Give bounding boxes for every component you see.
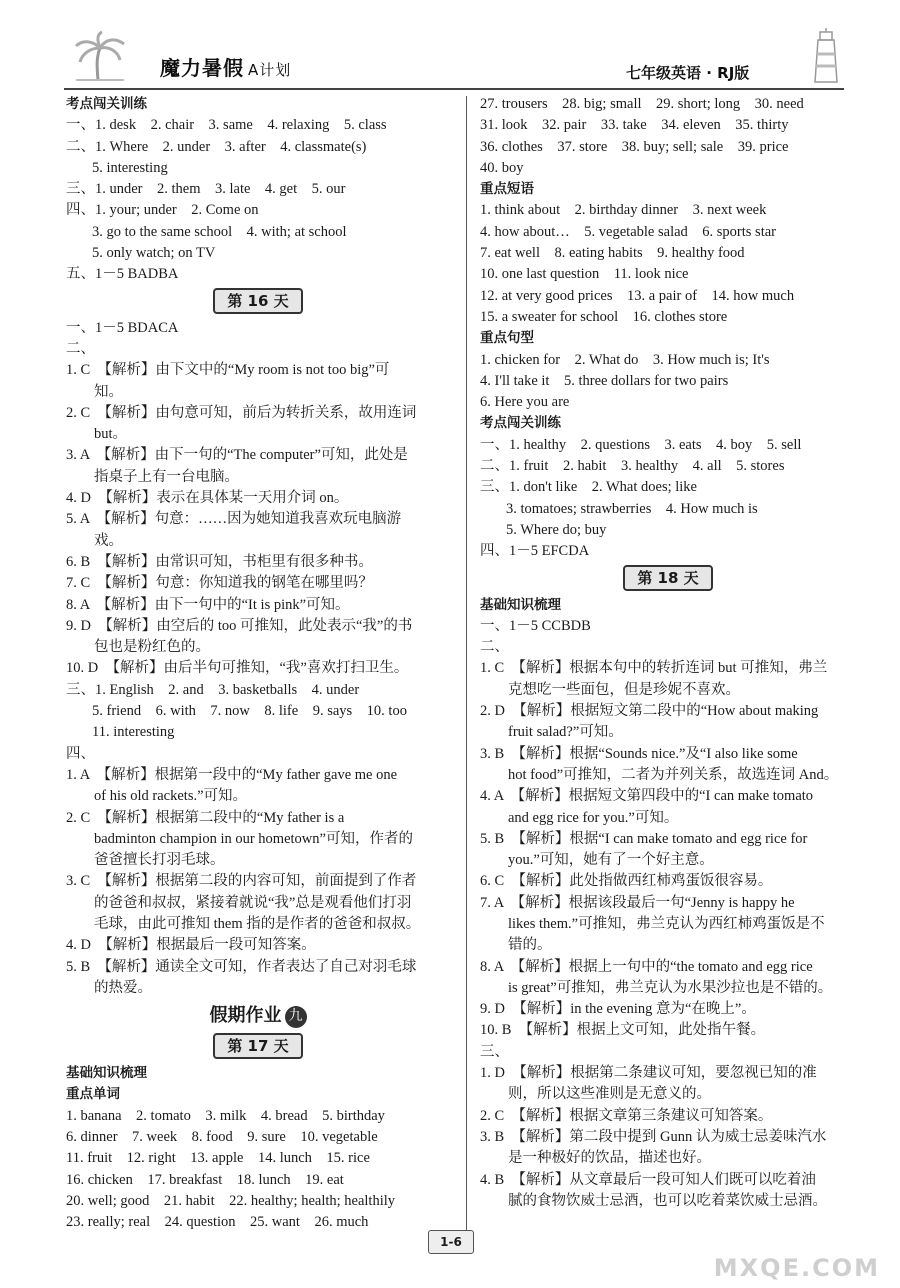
answer-line: 一、1. healthy 2. questions 3. eats 4. boy 5. sell <box>480 436 802 453</box>
answer-line: 1. banana 2. tomato 3. milk 4. bread 5. birthday <box>66 1107 385 1124</box>
palm-tree-icon <box>72 30 128 82</box>
answer-line: 三、1. under 2. them 3. late 4. get 5. our <box>66 181 346 198</box>
answer-line: 的爸爸和叔叔，紧接着就说“我”总是观看他们打羽 <box>94 894 412 911</box>
answer-line: 4. D 【解析】表示在具体某一天用介词 on。 <box>66 490 349 507</box>
answer-line: 3. tomatoes; strawberries 4. How much is <box>506 500 758 517</box>
homework-header <box>66 1005 450 1031</box>
answer-line: 的热爱。 <box>94 979 152 996</box>
answer-line: 7. C 【解析】句意：你知道我的钢笔在哪里吗？ <box>66 575 373 592</box>
answer-line: 7. eat well 8. eating habits 9. healthy food <box>480 245 745 262</box>
answer-line: 五、1－5 BADBA <box>66 266 179 283</box>
answer-line: 4. D 【解析】根据最后一段可知答案。 <box>66 937 316 954</box>
answer-line: 二、 <box>480 639 509 656</box>
day-title: 第 18 天 <box>623 565 712 591</box>
answer-line: 40. boy <box>480 159 524 176</box>
answer-line: 3. go to the same school 4. with; at school <box>92 223 347 240</box>
answer-line: 3. A 【解析】由下一句的“The computer”可知，此处是 <box>66 447 408 464</box>
answer-line: 7. A 【解析】根据该段最后一句“Jenny is happy he <box>480 894 795 911</box>
left-column <box>66 94 450 1234</box>
watermark: MXQE.COM <box>713 1254 880 1282</box>
answer-line: 9. D 【解析】由空后的 too 可推知，此处表示“我”的书 <box>66 617 413 634</box>
answer-line: 15. a sweater for school 16. clothes store <box>480 308 728 325</box>
answer-line: 11. interesting <box>92 724 175 741</box>
answer-line: 5. interesting <box>92 159 168 176</box>
answer-line: 爸爸擅长打羽毛球。 <box>94 852 225 869</box>
answer-line: 10. D 【解析】由后半句可推知，“我”喜欢打扫卫生。 <box>66 660 409 677</box>
answer-line: 6. Here you are <box>480 394 570 411</box>
grade-label: 七年级英语 · RJ版 <box>626 64 750 82</box>
answer-line: and egg rice for you.”可知。 <box>508 809 679 826</box>
answer-line: 27. trousers 28. big; small 29. short; long 30. need <box>480 96 804 112</box>
answer-line: 23. really; real 24. question 25. want 26. much <box>66 1214 369 1231</box>
page-header <box>0 0 900 92</box>
header-rule <box>64 88 844 90</box>
answer-line: 2. D 【解析】根据短文第二段中的“How about making <box>480 703 819 720</box>
answer-line: but。 <box>94 426 128 443</box>
answer-line: 36. clothes 37. store 38. buy; sell; sale 39. price <box>480 138 789 155</box>
answer-line: 1. C 【解析】由下文中的“My room is not too big”可 <box>66 362 390 379</box>
answer-line: 5. friend 6. with 7. now 8. life 9. says 10. too <box>92 703 407 720</box>
answer-line: 克想吃一些面包，但是珍妮不喜欢。 <box>508 681 740 698</box>
answer-line: 10. B 【解析】根据上文可知，此处指午餐。 <box>480 1022 766 1039</box>
answer-line: 6. C 【解析】此处指做西红柿鸡蛋饭很容易。 <box>480 873 773 890</box>
day-header <box>66 1033 450 1061</box>
homework-title: 假期作业 <box>209 1005 282 1027</box>
section-heading: 考点闯关训练 <box>480 415 561 432</box>
answer-line: 腻的食物饮威士忌酒，也可以吃着菜饮威士忌酒。 <box>508 1192 827 1209</box>
right-column <box>480 94 856 1212</box>
answer-line: 5. Where do; buy <box>506 521 607 538</box>
answer-line: 是一种极好的饮品，描述也好。 <box>508 1150 711 1167</box>
answer-line: 错的。 <box>508 937 552 954</box>
answer-line: 1. think about 2. birthday dinner 3. next week <box>480 202 767 219</box>
answer-line: 四、1－5 EFCDA <box>480 543 590 560</box>
answer-line: fruit salad?”可知。 <box>508 724 623 741</box>
answer-line: 12. at very good prices 13. a pair of 14. how much <box>480 287 795 304</box>
answer-line: 9. D 【解析】in the evening 意为“在晚上”。 <box>480 1001 756 1018</box>
answer-line: 5. B 【解析】根据“I can make tomato and egg rice for <box>480 830 808 847</box>
homework-number-badge: 九 <box>285 1006 307 1028</box>
answer-line: 6. dinner 7. week 8. food 9. sure 10. vegetable <box>66 1129 378 1146</box>
answer-line: 2. C 【解析】根据文章第三条建议可知答案。 <box>480 1107 773 1124</box>
answer-line: 1. chicken for 2. What do 3. How much is; It's <box>480 351 770 368</box>
answer-line: hot food”可推知，二者为并列关系，故选连词 And。 <box>508 766 839 783</box>
answer-line: 3. C 【解析】根据第二段的内容可知，前面提到了作者 <box>66 873 417 890</box>
answer-line: 4. how about… 5. vegetable salad 6. sports star <box>480 223 776 240</box>
answer-line: 二、1. fruit 2. habit 3. healthy 4. all 5. stores <box>480 458 785 475</box>
answer-line: 2. C 【解析】由句意可知，前后为转折关系，故用连词 <box>66 404 417 421</box>
answer-line: 二、 <box>66 340 95 357</box>
answer-line: 31. look 32. pair 33. take 34. eleven 35. thirty <box>480 117 789 134</box>
answer-line: 三、1. English 2. and 3. basketballs 4. under <box>66 681 360 698</box>
answer-line: 知。 <box>94 383 123 400</box>
day-title: 第 17 天 <box>213 1033 302 1059</box>
answer-line: 1. A 【解析】根据第一段中的“My father gave me one <box>66 766 398 783</box>
answer-line: 4. A 【解析】根据短文第四段中的“I can make tomato <box>480 788 814 805</box>
answer-line: you.”可知，她有了一个好主意。 <box>508 852 714 869</box>
brand-title <box>160 52 291 81</box>
day-header <box>66 288 450 316</box>
answer-line: 5. A 【解析】句意：……因为她知道我喜欢玩电脑游 <box>66 511 402 528</box>
answer-line: 4. I'll take it 5. three dollars for two pairs <box>480 372 729 389</box>
column-divider <box>466 96 467 1241</box>
answer-line: 则，所以这些准则是无意义的。 <box>508 1086 711 1103</box>
answer-line: 6. B 【解析】由常识可知，书柜里有很多种书。 <box>66 553 373 570</box>
answer-line: 戏。 <box>94 532 123 549</box>
answer-line: 四、 <box>66 745 95 762</box>
answer-line: 10. one last question 11. look nice <box>480 266 689 283</box>
answer-line: badminton champion in our hometown”可知，作者的 <box>94 830 413 847</box>
brand-subtitle: A计划 <box>248 61 292 79</box>
answer-line: 20. well; good 21. habit 22. healthy; health; healthily <box>66 1192 396 1209</box>
answer-line: of his old rackets.”可知。 <box>94 788 248 805</box>
answer-line: 二、1. Where 2. under 3. after 4. classmate(s) <box>66 138 367 155</box>
answer-line: 11. fruit 12. right 13. apple 14. lunch 15. rice <box>66 1150 370 1167</box>
section-heading: 基础知识梳理 <box>66 1065 147 1082</box>
section-heading: 基础知识梳理 <box>480 596 561 613</box>
answer-line: 8. A 【解析】根据上一句中的“the tomato and egg rice <box>480 958 813 975</box>
answer-line: is great”可推知，弗兰克认为水果沙拉也是不错的。 <box>508 979 833 996</box>
day-header <box>480 565 856 593</box>
answer-line: 3. B 【解析】根据“Sounds nice.”及“I also like some <box>480 745 798 762</box>
answer-line: 3. B 【解析】第二段中提到 Gunn 认为威士忌姜味汽水 <box>480 1128 827 1145</box>
answer-line: 三、 <box>480 1043 509 1060</box>
answer-line: 一、1. desk 2. chair 3. same 4. relaxing 5. class <box>66 117 387 134</box>
answer-line: 1. C 【解析】根据本句中的转折连词 but 可推知，弗兰 <box>480 660 828 677</box>
answer-line: 一、1－5 BDACA <box>66 319 179 336</box>
answer-line: 一、1－5 CCBDB <box>480 617 591 634</box>
answer-line: 5. B 【解析】通读全文可知，作者表达了自己对羽毛球 <box>66 958 417 975</box>
answer-line: 8. A 【解析】由下一句中的“It is pink”可知。 <box>66 596 350 613</box>
lighthouse-icon <box>808 26 844 86</box>
section-heading: 重点句型 <box>480 330 534 347</box>
answer-line: 包也是粉红色的。 <box>94 639 210 656</box>
answer-line: 四、1. your; under 2. Come on <box>66 202 259 219</box>
answer-line: likes them.”可推知，弗兰克认为西红柿鸡蛋饭是不 <box>508 915 825 932</box>
brand-name: 魔力暑假 <box>160 56 244 80</box>
answer-line: 指桌子上有一台电脑。 <box>94 468 239 485</box>
answer-line: 毛球，由此可推知 them 指的是作者的爸爸和叔叔。 <box>94 915 421 932</box>
section-heading: 重点短语 <box>480 181 534 198</box>
page-number: 1-6 <box>428 1230 474 1254</box>
answer-line: 2. C 【解析】根据第二段中的“My father is a <box>66 809 345 826</box>
answer-line: 16. chicken 17. breakfast 18. lunch 19. eat <box>66 1171 344 1188</box>
answer-line: 三、1. don't like 2. What does; like <box>480 479 697 496</box>
section-heading: 重点单词 <box>66 1086 120 1103</box>
section-heading: 考点闯关训练 <box>66 96 147 112</box>
answer-line: 5. only watch; on TV <box>92 245 216 262</box>
answer-line: 4. B 【解析】从文章最后一段可知人们既可以吃着油 <box>480 1171 816 1188</box>
day-title: 第 16 天 <box>213 288 302 314</box>
answer-line: 1. D 【解析】根据第二条建议可知，要忽视已知的准 <box>480 1065 817 1082</box>
